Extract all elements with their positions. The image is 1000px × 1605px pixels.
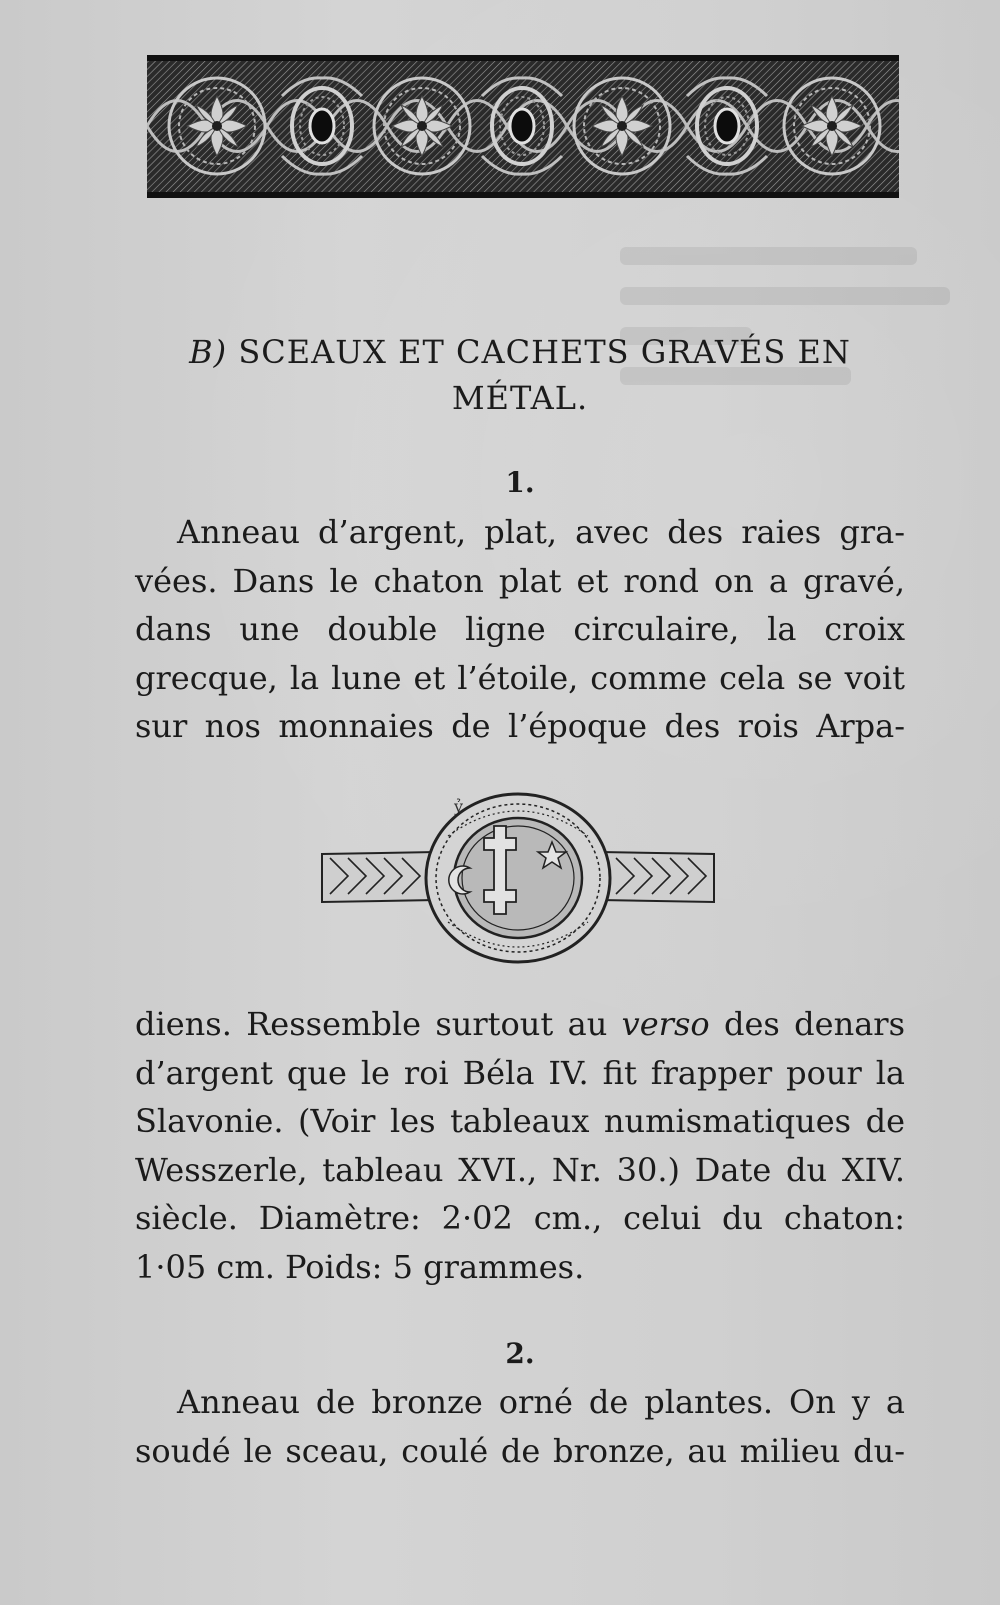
entry-2-paragraph [135, 1378, 905, 1475]
text-line [135, 1000, 905, 1049]
text-line: Slavonie. (Voir les tableaux numismatiques de [135, 1102, 905, 1141]
text-line: d’argent que le roi Béla IV. fit frapper pour la [135, 1053, 905, 1092]
entry-number-1: 1. [505, 466, 535, 499]
entry-number-2: 2. [505, 1337, 535, 1370]
text-line: Wesszerle, tableau XVI., Nr. 30.) Date du XIV. [135, 1150, 905, 1189]
text-line: sur nos monnaies de l’époque des rois Arpa- [135, 707, 905, 746]
text-line: Anneau d’argent, plat, avec des raies gra- [177, 513, 905, 551]
text-line: Anneau de bronze orné de plantes. On y a [177, 1383, 905, 1421]
italic-term: verso [621, 1005, 710, 1043]
text-line: vées. Dans le chaton plat et rond on a gravé, [135, 561, 905, 600]
ring-mark: ỷ [454, 797, 464, 816]
text-line: dans une double ligne circulaire, la croix [135, 610, 905, 649]
section-heading [135, 327, 905, 377]
decorative-header-band [147, 55, 899, 198]
text-line: 1·05 cm. Poids: 5 grammes. [135, 1247, 585, 1286]
text-line: siècle. Diamètre: 2·02 cm., celui du chaton: [135, 1199, 905, 1238]
section-heading-line-2: MÉTAL. [451, 379, 589, 417]
text-segment: diens. Ressemble surtout au [135, 1005, 622, 1043]
entry-1-paragraph-continued [135, 1000, 905, 1292]
entry-1-paragraph [135, 508, 905, 751]
text-line: grecque, la lune et l’étoile, comme cela se voit [135, 658, 905, 697]
section-letter: B) [189, 333, 228, 371]
section-heading-line-1: SCEAUX ET CACHETS GRAVÉS EN [238, 333, 851, 371]
text-line: soudé le sceau, coulé de bronze, au milieu du- [135, 1431, 905, 1470]
text-segment: des denars [709, 1005, 906, 1043]
signet-ring-illustration [318, 790, 718, 980]
